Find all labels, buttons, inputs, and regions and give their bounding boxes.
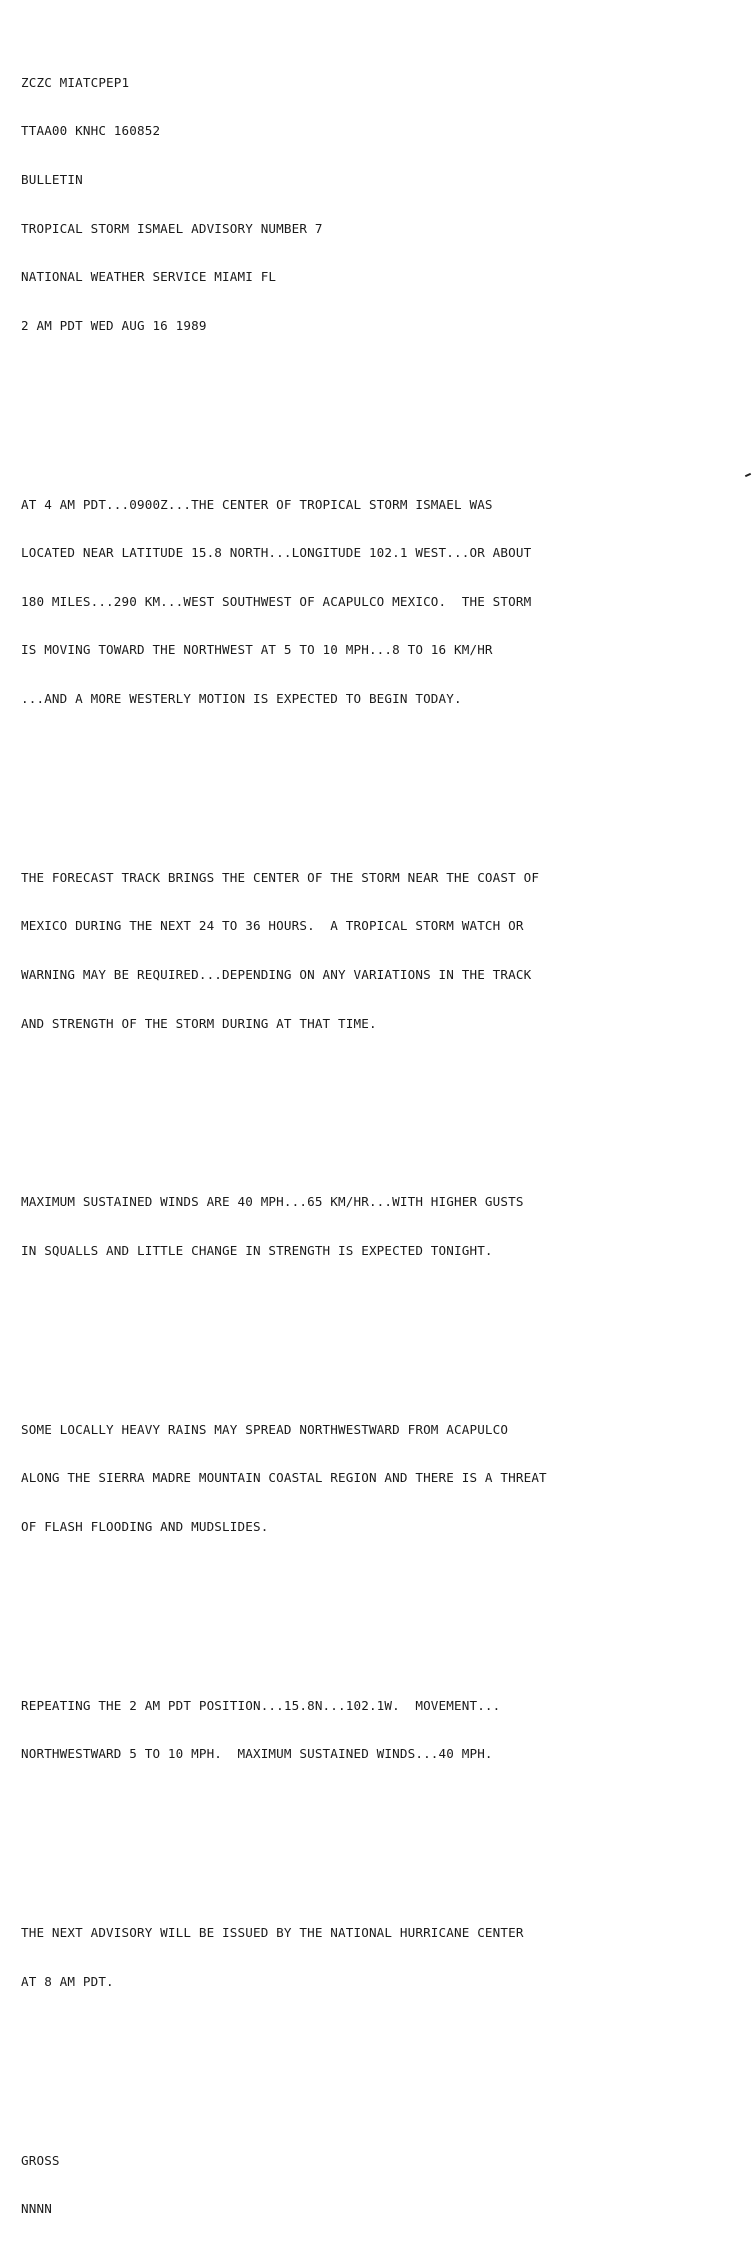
header-line: TTAA00 KNHC 160852 <box>21 123 161 139</box>
header-line: ZCZC MIATCPEP1 <box>21 74 130 90</box>
paragraph-forecast-track <box>21 837 741 1064</box>
text-line: AT 4 AM PDT...0900Z...THE CENTER OF TROPICAL STORM ISMAEL WAS <box>21 496 493 512</box>
end-marker: NNNN <box>21 2201 52 2217</box>
text-line: IS MOVING TOWARD THE NORTHWEST AT 5 TO 10 MPH...8 TO 16 KM/HR <box>21 642 493 658</box>
header-line: BULLETIN <box>21 172 83 187</box>
advisory-document <box>21 10 741 2266</box>
text-line: MEXICO DURING THE NEXT 24 TO 36 HOURS. A TROPICAL STORM WATCH OR <box>21 918 524 934</box>
paragraph-gap <box>21 399 741 416</box>
text-line: AT 8 AM PDT. <box>21 1973 114 1989</box>
advisory-title: TROPICAL STORM ISMAEL ADVISORY NUMBER 7 <box>21 220 323 236</box>
text-line: THE NEXT ADVISORY WILL BE ISSUED BY THE NATIONAL HURRICANE CENTER <box>21 1925 524 1941</box>
text-line: MAXIMUM SUSTAINED WINDS ARE 40 MPH...65 KM/HR...WITH HIGHER GUSTS <box>21 1194 524 1210</box>
paragraph-position <box>21 464 741 739</box>
text-line: SOME LOCALLY HEAVY RAINS MAY SPREAD NORTHWESTWARD FROM ACAPULCO <box>21 1421 509 1437</box>
paragraph-gap <box>21 1324 741 1341</box>
issue-time: 2 AM PDT WED AUG 16 1989 <box>21 317 207 333</box>
text-line: IN SQUALLS AND LITTLE CHANGE IN STRENGTH IS EXPECTED TONIGHT. <box>21 1242 493 1258</box>
paragraph-gap <box>21 1827 741 1844</box>
paragraph-gap <box>21 772 741 789</box>
header-line: NATIONAL WEATHER SERVICE MIAMI FL <box>21 269 277 285</box>
header-block <box>21 42 741 366</box>
text-line: AND STRENGTH OF THE STORM DURING AT THAT TIME. <box>21 1015 377 1031</box>
paragraph-winds <box>21 1162 741 1292</box>
text-line: ...AND A MORE WESTERLY MOTION IS EXPECTED TO BEGIN TODAY. <box>21 690 462 706</box>
text-line: WARNING MAY BE REQUIRED...DEPENDING ON ANY VARIATIONS IN THE TRACK <box>21 966 532 982</box>
paragraph-gap <box>21 1097 741 1114</box>
footer-block <box>21 2120 741 2250</box>
text-line: ALONG THE SIERRA MADRE MOUNTAIN COASTAL REGION AND THERE IS A THREAT <box>21 1470 547 1486</box>
text-line: REPEATING THE 2 AM PDT POSITION...15.8N...102.1W. MOVEMENT... <box>21 1697 501 1713</box>
text-line: 180 MILES...290 KM...WEST SOUTHWEST OF ACAPULCO MEXICO. THE STORM <box>21 593 532 609</box>
paragraph-rains <box>21 1389 741 1567</box>
text-line: OF FLASH FLOODING AND MUDSLIDES. <box>21 1518 269 1534</box>
scan-speck <box>745 473 751 477</box>
paragraph-gap <box>21 2055 741 2072</box>
text-line: LOCATED NEAR LATITUDE 15.8 NORTH...LONGITUDE 102.1 WEST...OR ABOUT <box>21 545 532 561</box>
text-line: NORTHWESTWARD 5 TO 10 MPH. MAXIMUM SUSTAINED WINDS...40 MPH. <box>21 1746 493 1762</box>
paragraph-repeating <box>21 1665 741 1795</box>
paragraph-next-advisory <box>21 1893 741 2023</box>
paragraph-gap <box>21 1600 741 1617</box>
forecaster-name: GROSS <box>21 2152 60 2168</box>
text-line: THE FORECAST TRACK BRINGS THE CENTER OF THE STORM NEAR THE COAST OF <box>21 869 540 885</box>
